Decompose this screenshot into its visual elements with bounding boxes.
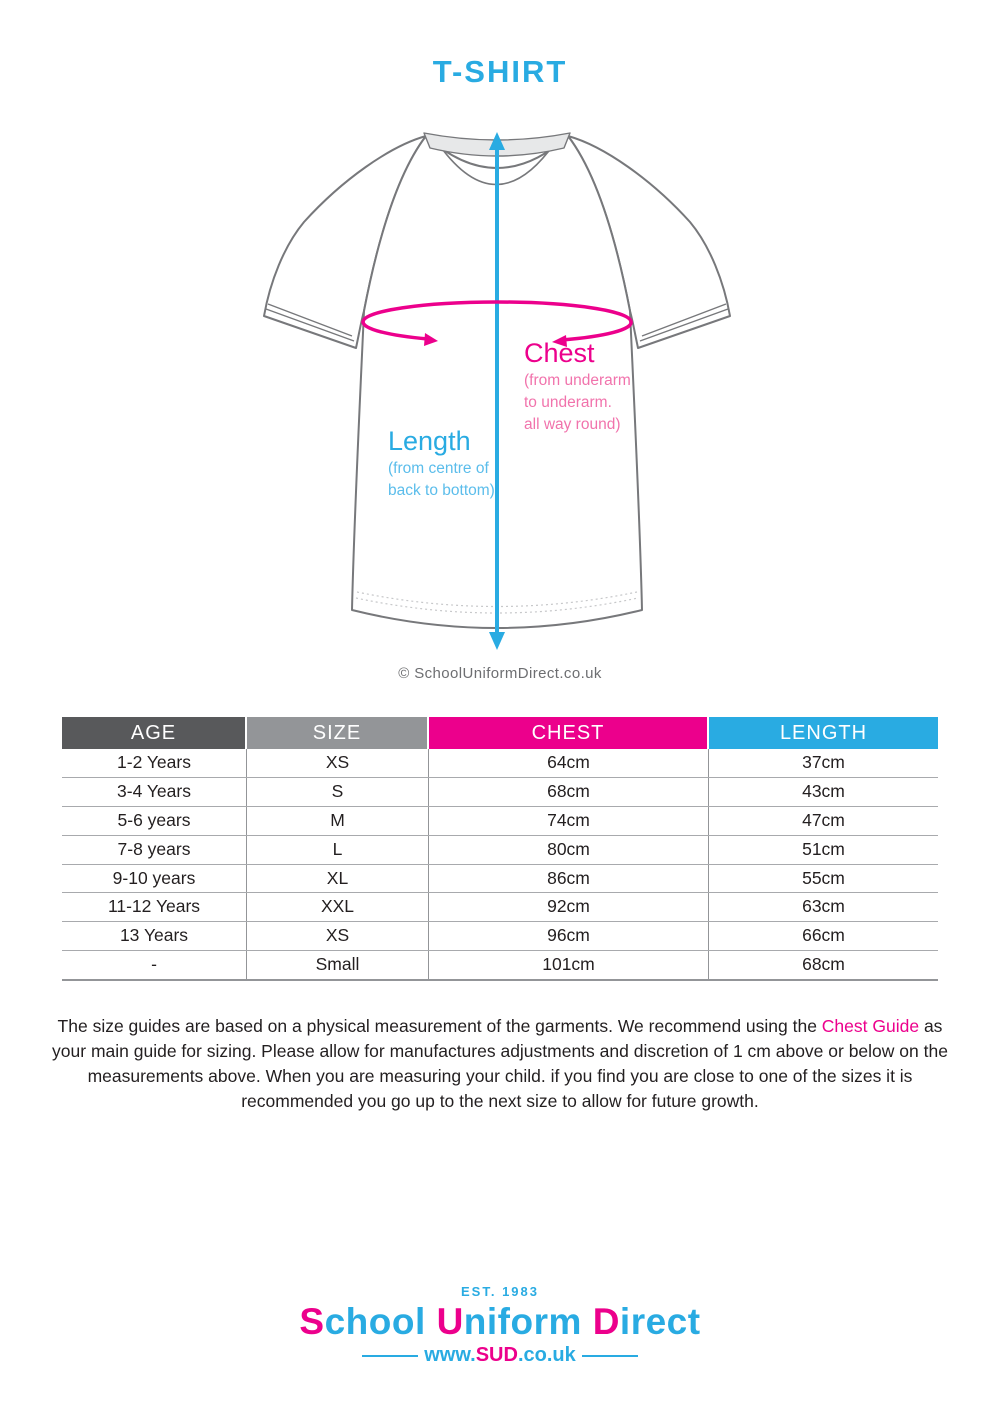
table-row: [62, 951, 938, 981]
header-size: SIZE: [247, 717, 429, 749]
cell-age: 5-6 years: [62, 807, 247, 835]
logo-url: [0, 1344, 1000, 1367]
page-title: T-SHIRT: [432, 54, 568, 89]
logo-name: [0, 1301, 1000, 1343]
chest-sub-1: (from underarm: [524, 372, 631, 389]
cell-length: 68cm: [802, 954, 845, 975]
cell-chest: 96cm: [429, 922, 709, 950]
table-row: [62, 865, 938, 894]
cell-age: 1-2 Years: [62, 749, 247, 777]
size-table: [62, 717, 938, 981]
cell-length: 63cm: [802, 896, 845, 917]
table-row: [62, 893, 938, 922]
cell-chest: 64cm: [429, 749, 709, 777]
logo-letter: S: [299, 1301, 325, 1342]
cell-age: 3-4 Years: [62, 778, 247, 806]
cell-length: 55cm: [802, 867, 845, 888]
cell-length: 43cm: [802, 780, 845, 801]
cell-size: XL: [247, 865, 429, 893]
cell-age: 9-10 years: [62, 865, 247, 893]
cell-chest: 86cm: [429, 865, 709, 893]
logo-word: niform: [463, 1301, 593, 1342]
table-row: [62, 836, 938, 865]
tshirt-illustration: [230, 100, 770, 660]
cell-size: M: [247, 807, 429, 835]
cell-size: S: [247, 778, 429, 806]
cell-length: 37cm: [802, 752, 845, 772]
cell-length: 47cm: [802, 809, 845, 830]
logo-url-couk: .co.uk: [517, 1344, 576, 1366]
sizing-note: [50, 1014, 950, 1114]
cell-chest: 101cm: [429, 951, 709, 979]
cell-age: 11-12 Years: [62, 893, 247, 921]
cell-size: XS: [247, 749, 429, 777]
cell-chest: 74cm: [429, 807, 709, 835]
logo-rule-left: [362, 1355, 418, 1357]
logo-letter: U: [436, 1301, 464, 1342]
logo-word: irect: [619, 1301, 701, 1342]
chest-sub-3: all way round): [524, 416, 621, 433]
header-age: AGE: [62, 717, 247, 749]
cell-chest: 68cm: [429, 778, 709, 806]
table-header-row: [62, 717, 938, 749]
table-row: [62, 922, 938, 951]
length-sub-1: (from centre of: [388, 460, 489, 477]
table-row: [62, 807, 938, 836]
tshirt-diagram: [230, 100, 770, 660]
logo-word: chool: [324, 1301, 437, 1342]
cell-length: 51cm: [802, 838, 845, 859]
header-chest: CHEST: [429, 717, 709, 749]
table-row: [62, 778, 938, 807]
cell-age: 7-8 years: [62, 836, 247, 864]
note-text-1: The size guides are based on a physical measurement of the garments. We recommend using the: [57, 1016, 822, 1036]
brand-logo: [0, 1284, 1000, 1367]
chest-label: Chest: [524, 338, 595, 368]
cell-age: -: [62, 951, 247, 979]
length-sub-2: back to bottom): [388, 482, 495, 499]
table-row: [62, 749, 938, 778]
copyright-text: © SchoolUniformDirect.co.uk: [398, 665, 602, 682]
logo-rule-right: [582, 1355, 638, 1357]
note-text-2: as your main guide for sizing. Please allow for manufactures adjustments and discretion of 1 cm above or below on the measurements above. When you are measuring your child. if you find you are close to one of the sizes it is recommended you go up to the next size to allow for future growth.: [52, 1016, 948, 1111]
cell-size: XS: [247, 922, 429, 950]
logo-letter: D: [592, 1301, 620, 1342]
cell-size: L: [247, 836, 429, 864]
cell-size: Small: [247, 951, 429, 979]
cell-chest: 92cm: [429, 893, 709, 921]
chest-sub-2: to underarm.: [524, 394, 612, 411]
logo-url-sud: SUD: [475, 1344, 518, 1366]
cell-size: XXL: [247, 893, 429, 921]
header-length: LENGTH: [709, 717, 938, 749]
length-arrow-head-bottom: [489, 632, 505, 650]
cell-age: 13 Years: [62, 922, 247, 950]
cell-chest: 80cm: [429, 836, 709, 864]
note-chest-guide-highlight: Chest Guide: [821, 1016, 920, 1036]
cell-length: 66cm: [802, 925, 845, 946]
logo-est-text: EST. 1983: [461, 1284, 539, 1299]
length-label: Length: [388, 426, 471, 456]
logo-url-www: www.: [424, 1344, 476, 1366]
